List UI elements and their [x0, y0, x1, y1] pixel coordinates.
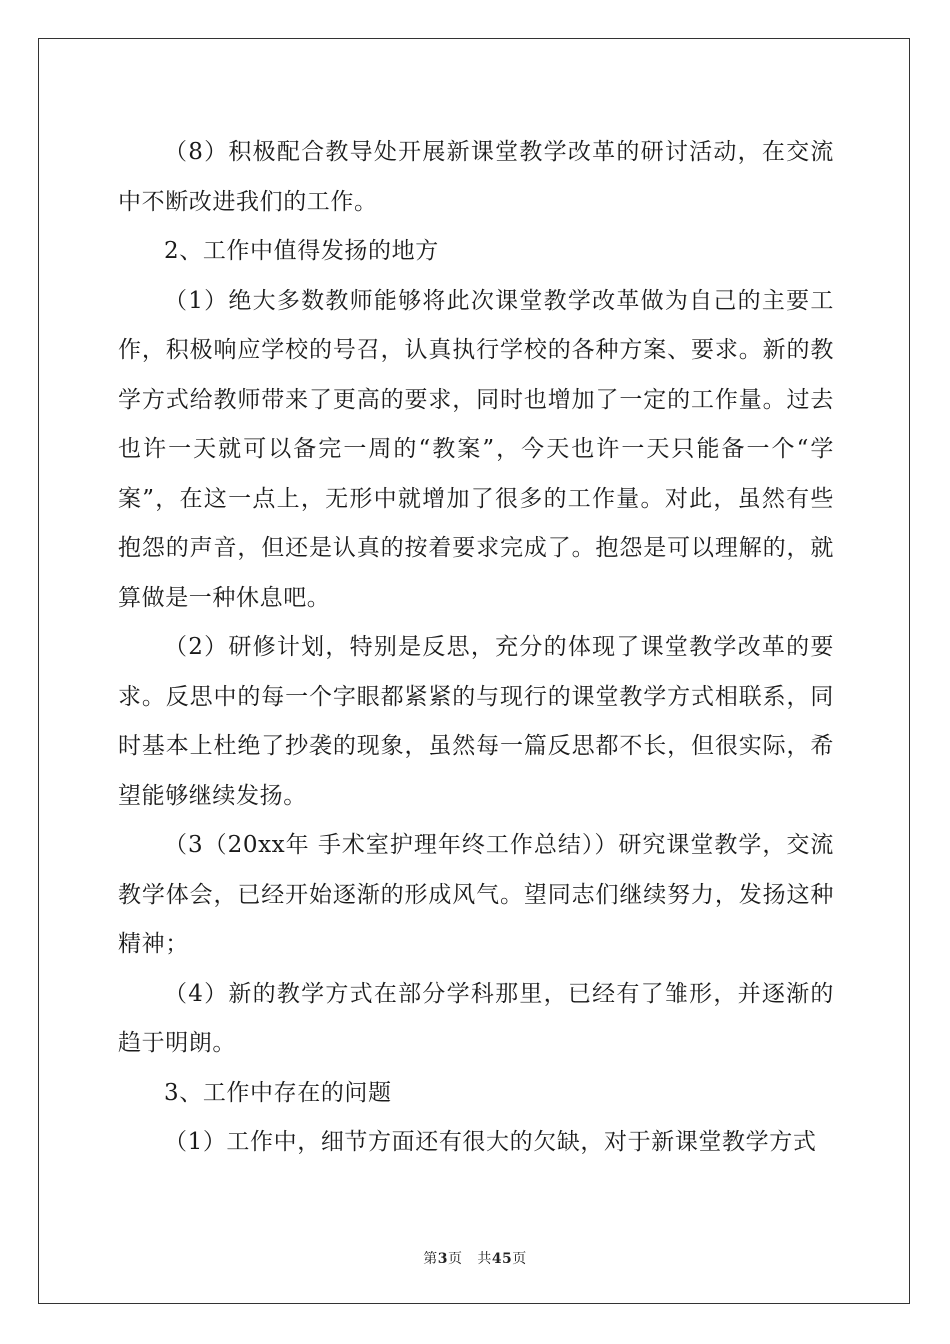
document-body — [118, 128, 834, 1168]
total-pages: 45 — [491, 1251, 513, 1267]
paragraph-2: （2）研修计划，特别是反思，充分的体现了课堂教学改革的要求。反思中的每一个字眼都紧紧的与现行的课堂教学方式相联系，同时基本上杜绝了抄袭的现象，虽然每一篇反思都不长，但很实际，希望能够继续发扬。 — [118, 634, 834, 809]
paragraph-1: （1）绝大多数教师能够将此次课堂教学改革做为自己的主要工作，积极响应学校的号召，认真执行学校的各种方案、要求。新的教学方式给教师带来了更高的要求，同时也增加了一定的工作量。过去也许一天就可以备完一周的“教案”，今天也许一天只能备一个“学案”，在这一点上，无形中就增加了很多的工作量。对此，虽然有些抱怨的声音，但还是认真的按着要求完成了。抱怨是可以理解的，就算做是一种休息吧。 — [118, 287, 834, 611]
paragraph-problems-1: （1）工作中，细节方面还有很大的欠缺，对于新课堂教学方式 — [164, 1129, 817, 1155]
section-heading-3: 3、工作中存在的问题 — [164, 1079, 392, 1106]
total-suffix: 页 — [512, 1251, 527, 1267]
total-prefix: 共 — [477, 1251, 492, 1267]
paragraph-8: （8）积极配合教导处开展新课堂教学改革的研讨活动，在交流中不断改进我们的工作。 — [118, 139, 834, 215]
page-prefix: 第 — [423, 1251, 438, 1267]
page-suffix: 页 — [447, 1251, 463, 1267]
paragraph-3: （3（20xx年 手术室护理年终工作总结））研究课堂教学，交流教学体会，已经开始逐渐的形成风气。望同志们继续努力，发扬这种精神； — [118, 832, 834, 957]
page-footer — [0, 1248, 950, 1268]
section-heading-2: 2、工作中值得发扬的地方 — [164, 238, 439, 264]
page-number: 3 — [437, 1251, 448, 1267]
paragraph-4: （4）新的教学方式在部分学科那里，已经有了雏形，并逐渐的趋于明朗。 — [118, 980, 834, 1056]
